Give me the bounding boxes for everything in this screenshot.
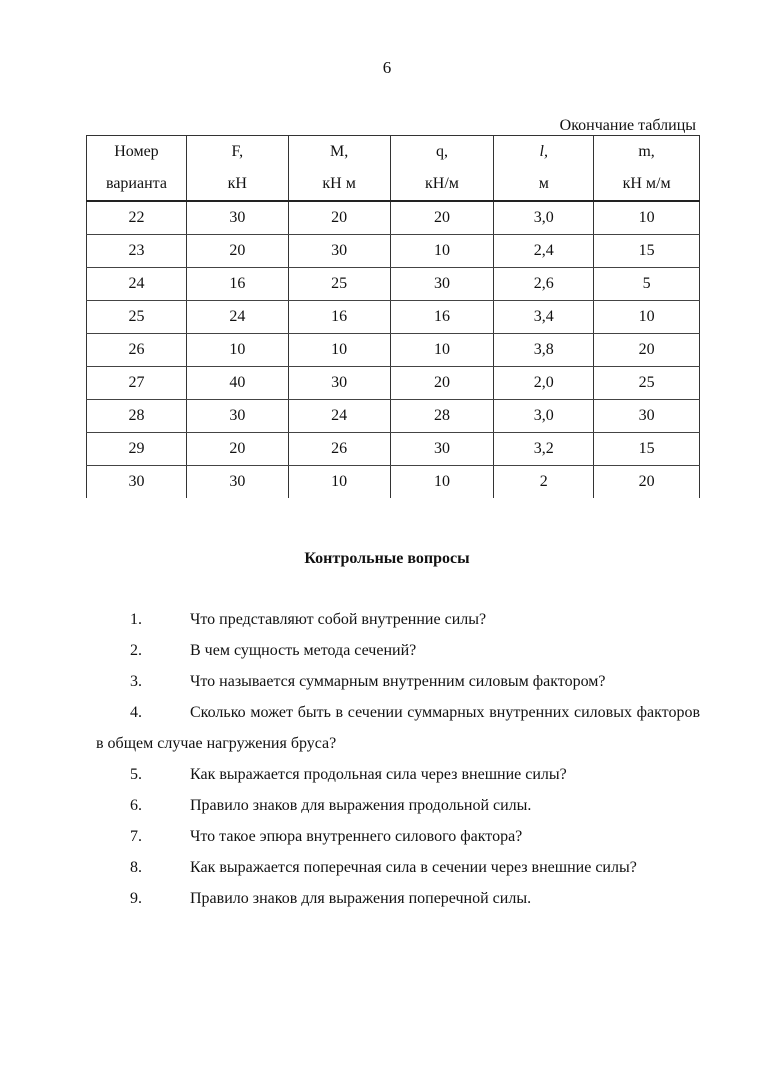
table-cell: 25: [87, 301, 187, 334]
table-cell: 5: [594, 268, 700, 301]
table-cell: 3,8: [494, 334, 594, 367]
table-cell: 2,4: [494, 235, 594, 268]
table-cell: 23: [87, 235, 187, 268]
header-length-unit: м: [494, 168, 594, 201]
question-number: 6.: [130, 797, 142, 814]
table-cell: 15: [594, 235, 700, 268]
table-cell: 20: [390, 201, 494, 235]
table-cell: 10: [186, 334, 288, 367]
question-number: 2.: [130, 642, 142, 659]
table-cell: 30: [594, 400, 700, 433]
table-cell: 25: [288, 268, 390, 301]
table-cell: 24: [186, 301, 288, 334]
table-cell: 29: [87, 433, 187, 466]
table-cell: 30: [186, 201, 288, 235]
table-cell: 10: [594, 201, 700, 235]
header-moment-unit: кН м: [288, 168, 390, 201]
table-cell: 10: [390, 235, 494, 268]
table-row: [87, 201, 700, 235]
table-body: [87, 201, 700, 498]
question-text: Сколько может быть в сечении суммарных внутренних силовых факторов в общем случае нагружения бруса?: [96, 704, 700, 752]
table-cell: 30: [87, 466, 187, 499]
header-variant: Номер: [87, 136, 187, 169]
questions-list: [96, 604, 700, 914]
question-number: 7.: [130, 828, 142, 845]
table-cell: 30: [390, 433, 494, 466]
question-number: 4.: [130, 704, 142, 721]
question-item: [96, 666, 700, 697]
question-text: Что такое эпюра внутреннего силового фактора?: [190, 828, 523, 845]
header-row-symbols: [87, 136, 700, 169]
question-number: 9.: [130, 890, 142, 907]
table-cell: 40: [186, 367, 288, 400]
variants-table: [86, 135, 700, 498]
header-moment: M,: [288, 136, 390, 169]
table-header: [87, 136, 700, 202]
table-cell: 3,4: [494, 301, 594, 334]
table-cell: 26: [288, 433, 390, 466]
table-row: [87, 235, 700, 268]
table-cell: 2,6: [494, 268, 594, 301]
question-text: Правило знаков для выражения продольной силы.: [190, 797, 532, 814]
table-cell: 25: [594, 367, 700, 400]
table-cell: 10: [288, 334, 390, 367]
table-cell: 20: [186, 235, 288, 268]
header-force-unit: кН: [186, 168, 288, 201]
table-cell: 30: [288, 367, 390, 400]
table-cell: 24: [288, 400, 390, 433]
table-cell: 3,0: [494, 400, 594, 433]
table-cell: 2,0: [494, 367, 594, 400]
table-cell: 16: [288, 301, 390, 334]
table-row: [87, 400, 700, 433]
question-number: 3.: [130, 673, 142, 690]
table-cell: 27: [87, 367, 187, 400]
question-item: [96, 759, 700, 790]
table-row: [87, 367, 700, 400]
table-cell: 16: [390, 301, 494, 334]
question-number: 8.: [130, 859, 142, 876]
table-cell: 20: [594, 334, 700, 367]
table-cell: 20: [594, 466, 700, 499]
question-item: [96, 821, 700, 852]
table-cell: 26: [87, 334, 187, 367]
question-item: [96, 635, 700, 666]
table-cell: 20: [288, 201, 390, 235]
table-cell: 30: [186, 400, 288, 433]
table-cell: 30: [288, 235, 390, 268]
question-item: [96, 604, 700, 635]
header-length: l,: [494, 136, 594, 169]
table-row: [87, 301, 700, 334]
table-cell: 22: [87, 201, 187, 235]
question-number: 1.: [130, 611, 142, 628]
question-text: В чем сущность метода сечений?: [190, 642, 417, 659]
table-cell: 20: [186, 433, 288, 466]
header-distributed-load: q,: [390, 136, 494, 169]
table-row: [87, 334, 700, 367]
table-row: [87, 466, 700, 499]
section-title: Контрольные вопросы: [304, 550, 470, 567]
table-row: [87, 433, 700, 466]
question-text: Как выражается поперечная сила в сечении через внешние силы?: [190, 859, 637, 876]
question-item: [96, 790, 700, 821]
header-distributed-moment-unit: кН м/м: [594, 168, 700, 201]
table-cell: 10: [390, 334, 494, 367]
table-cell: 10: [594, 301, 700, 334]
header-row-units: [87, 168, 700, 201]
question-text: Что называется суммарным внутренним силовым фактором?: [190, 673, 606, 690]
question-item: [96, 852, 700, 883]
header-distributed-load-unit: кН/м: [390, 168, 494, 201]
table-cell: 15: [594, 433, 700, 466]
table-cell: 10: [288, 466, 390, 499]
question-number: 5.: [130, 766, 142, 783]
table-row: [87, 268, 700, 301]
table-cell: 3,0: [494, 201, 594, 235]
header-distributed-moment: m,: [594, 136, 700, 169]
header-force: F,: [186, 136, 288, 169]
table-cell: 30: [390, 268, 494, 301]
header-variant-unit: варианта: [87, 168, 187, 201]
table-cell: 28: [87, 400, 187, 433]
question-item: [96, 883, 700, 914]
page-number: 6: [382, 58, 392, 77]
table-cell: 2: [494, 466, 594, 499]
question-text: Что представляют собой внутренние силы?: [190, 611, 487, 628]
table-caption: Окончание таблицы: [559, 117, 696, 134]
table-cell: 16: [186, 268, 288, 301]
table-cell: 10: [390, 466, 494, 499]
table-cell: 30: [186, 466, 288, 499]
table-cell: 3,2: [494, 433, 594, 466]
table-cell: 20: [390, 367, 494, 400]
table-cell: 28: [390, 400, 494, 433]
table-cell: 24: [87, 268, 187, 301]
question-text: Правило знаков для выражения поперечной силы.: [190, 890, 532, 907]
question-item: [96, 697, 700, 759]
question-text: Как выражается продольная сила через внешние силы?: [190, 766, 567, 783]
